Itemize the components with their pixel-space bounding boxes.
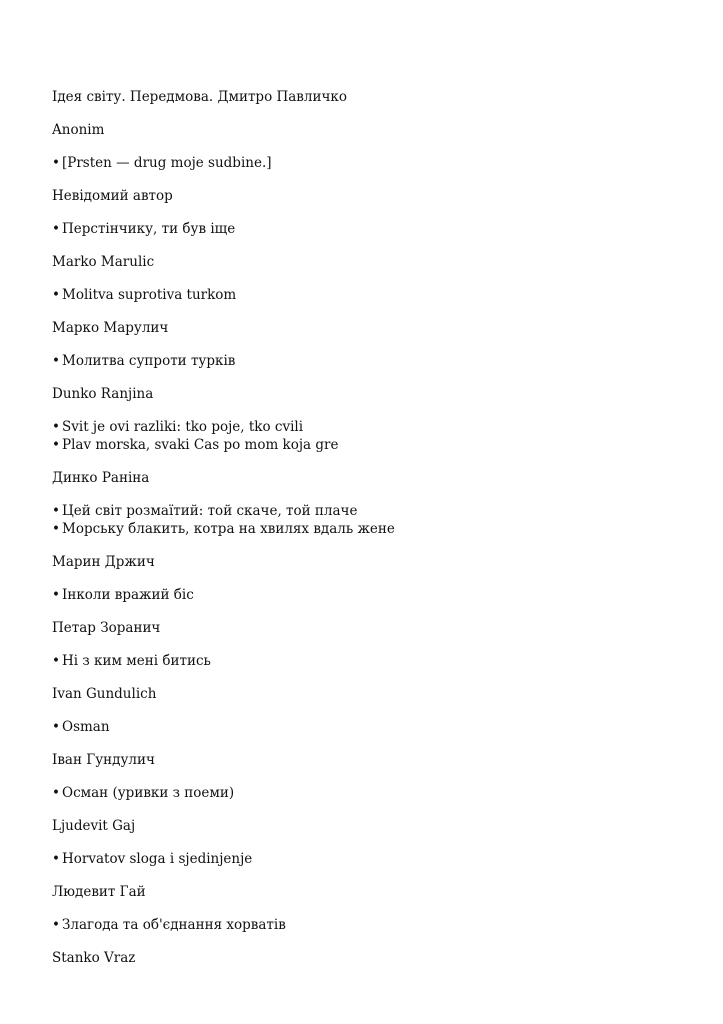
poem-link[interactable] — [52, 652, 692, 670]
poem-list — [52, 850, 692, 868]
poem-list — [52, 784, 692, 802]
poem-list — [52, 220, 692, 238]
author-heading: Марко Марулич — [52, 320, 169, 336]
poem-title: Molitva suprotiva turkom — [62, 287, 237, 303]
author-heading: Марин Држич — [52, 554, 155, 570]
poem-link[interactable] — [52, 784, 692, 802]
author-heading: Stanko Vraz — [52, 950, 136, 966]
poem-link[interactable] — [52, 502, 692, 520]
poem-list — [52, 286, 692, 304]
bullet-icon: • — [52, 587, 60, 603]
entry-block — [52, 817, 692, 868]
poem-list — [52, 718, 692, 736]
entry-block — [52, 685, 692, 736]
poem-title: [Prsten — drug moje sudbine.] — [62, 155, 272, 171]
bullet-icon: • — [52, 221, 60, 237]
poem-list — [52, 916, 692, 934]
poem-title: Цей світ розмаїтий: той скаче, той плаче — [62, 503, 358, 519]
poem-list — [52, 418, 692, 454]
entry-block — [52, 88, 692, 106]
bullet-icon: • — [52, 287, 60, 303]
entry-block — [52, 469, 692, 538]
author-heading: Петар Зоранич — [52, 620, 161, 636]
poem-title: Horvatov sloga i sjedinjenje — [62, 851, 253, 867]
poem-title: Перстінчику, ти був іще — [62, 221, 236, 237]
bullet-icon: • — [52, 353, 60, 369]
poem-link[interactable] — [52, 520, 692, 538]
poem-link[interactable] — [52, 718, 692, 736]
poem-list — [52, 586, 692, 604]
poem-link[interactable] — [52, 850, 692, 868]
author-heading: Anonim — [52, 122, 105, 138]
author-heading: Ivan Gundulich — [52, 686, 157, 702]
poem-title: Осман (уривки з поеми) — [62, 785, 235, 801]
poem-list — [52, 652, 692, 670]
poem-link[interactable] — [52, 154, 692, 172]
entry-block — [52, 949, 692, 967]
bullet-icon: • — [52, 419, 60, 435]
bullet-icon: • — [52, 851, 60, 867]
entry-block — [52, 553, 692, 604]
author-heading: Ljudevit Gaj — [52, 818, 136, 834]
poem-title: Морську блакить, котра на хвилях вдаль жене — [62, 521, 395, 537]
bullet-icon: • — [52, 917, 60, 933]
entry-block — [52, 883, 692, 934]
poem-title: Молитва супроти турків — [62, 353, 236, 369]
author-heading: Marko Marulic — [52, 254, 155, 270]
entry-block — [52, 253, 692, 304]
poem-link[interactable] — [52, 220, 692, 238]
document-title: Ідея світу. Передмова. Дмитро Павличко — [52, 89, 347, 105]
poem-link[interactable] — [52, 586, 692, 604]
poem-list — [52, 502, 692, 538]
bullet-icon: • — [52, 719, 60, 735]
author-heading: Людевит Гай — [52, 884, 146, 900]
poem-title: Ні з ким мені битись — [62, 653, 211, 669]
bullet-icon: • — [52, 653, 60, 669]
author-heading: Іван Гундулич — [52, 752, 155, 768]
author-heading: Динко Ранiна — [52, 470, 150, 486]
poem-title: Osman — [62, 719, 110, 735]
poem-title: Plav morska, svaki Cas po mom koja gre — [62, 437, 339, 453]
author-heading: Невідомий автор — [52, 188, 173, 204]
poem-title: Svit je ovi razliki: tko poje, tko cvili — [62, 419, 304, 435]
bullet-icon: • — [52, 521, 60, 537]
poem-link[interactable] — [52, 352, 692, 370]
poem-title: Злагода та об'єднання хорватів — [62, 917, 286, 933]
entry-block — [52, 187, 692, 238]
entry-block — [52, 319, 692, 370]
bullet-icon: • — [52, 503, 60, 519]
poem-link[interactable] — [52, 286, 692, 304]
document-page — [52, 88, 692, 982]
bullet-icon: • — [52, 437, 60, 453]
bullet-icon: • — [52, 785, 60, 801]
entry-block — [52, 121, 692, 172]
poem-title: Інколи вражий біс — [62, 587, 194, 603]
entry-block — [52, 619, 692, 670]
entry-block — [52, 751, 692, 802]
author-heading: Dunko Ranjina — [52, 386, 154, 402]
poem-link[interactable] — [52, 436, 692, 454]
poem-link[interactable] — [52, 916, 692, 934]
poem-list — [52, 154, 692, 172]
poem-link[interactable] — [52, 418, 692, 436]
entry-block — [52, 385, 692, 454]
poem-list — [52, 352, 692, 370]
bullet-icon: • — [52, 155, 60, 171]
